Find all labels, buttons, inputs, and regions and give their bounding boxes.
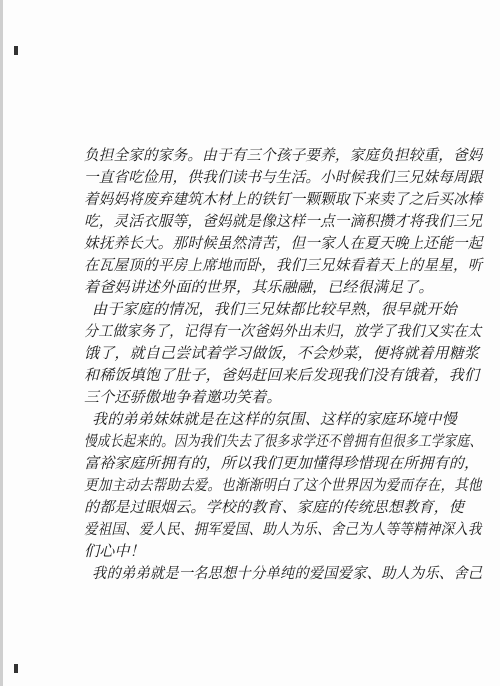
text-line: 着爸妈讲述外面的世界，其乐融融，已经很满足了。	[84, 278, 434, 296]
text-line: 我的弟弟就是一名思想十分单纯的爱国爱家、助人为乐、舍己	[92, 564, 483, 582]
text-line: 负担全家的家务。由于有三个孩子要养，家庭负担较重，爸妈	[84, 146, 483, 164]
text-line: 在瓦屋顶的平房上席地而卧，我们三兄妹看着天上的星星，听	[84, 256, 483, 274]
text-line: 慢成长起来的。因为我们失去了很多求学还不曾拥有但很多工学家庭、	[84, 432, 483, 450]
binding-mark-top	[14, 46, 18, 55]
text-line: 们心中！	[84, 542, 145, 560]
text-line: 和稀饭填饱了肚子，爸妈赶回来后发现我们没有饿着，我们	[84, 366, 480, 384]
text-line: 富裕家庭所拥有的，所以我们更加懂得珍惜现在所拥有的，	[84, 454, 480, 472]
text-line: 吃，灵活衣服等，爸妈就是像这样一点一滴积攒才将我们三兄	[84, 212, 483, 230]
text-line: 一直省吃俭用，供我们读书与生活。小时候我们三兄妹每周跟	[84, 168, 483, 186]
scan-edge	[0, 0, 3, 686]
binding-mark-bottom	[14, 664, 18, 673]
text-line: 由于家庭的情况，我们三兄妹都比较早熟，很早就开始	[92, 300, 457, 318]
text-line: 饿了，就自己尝试着学习做饭，不会炒菜，便将就着用糖浆	[84, 344, 480, 362]
text-line: 分工做家务了，记得有一次爸妈外出未归，放学了我们又实在太	[84, 322, 482, 340]
text-line: 着妈妈将废弃建筑木材上的铁钉一颗颗取下来卖了之后买冰棒	[84, 190, 483, 208]
text-line: 爱祖国、爱人民、拥军爱国、助人为乐、舍己为人等等精神深入我	[84, 520, 482, 538]
text-line: 我的弟弟妹妹就是在这样的氛围、这样的家庭环境中慢	[92, 410, 457, 428]
text-line: 三个还骄傲地争着邀功笑着。	[84, 388, 282, 406]
text-line: 的都是过眼烟云。学校的教育、家庭的传统思想教育，使	[84, 498, 465, 516]
text-line: 更加主动去帮助去爱。也渐渐明白了这个世界因为爱而存在，其他	[84, 476, 482, 494]
text-line: 妹抚养长大。那时候虽然清苦，但一家人在夏天晚上还能一起	[84, 234, 483, 252]
